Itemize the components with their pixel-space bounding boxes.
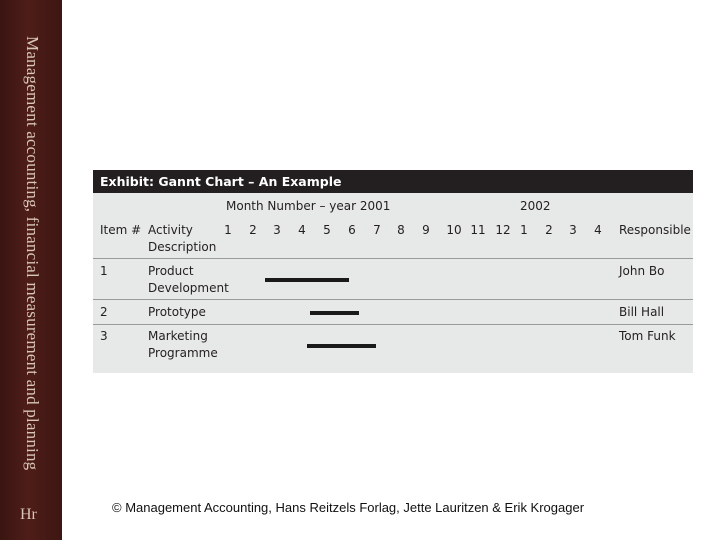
month-label: 6 <box>348 223 356 237</box>
row-activity: Product <box>148 264 194 278</box>
column-activity-header-line2: Description <box>148 240 217 254</box>
year-2002-label: 2002 <box>520 199 551 213</box>
month-label: 11 <box>470 223 486 237</box>
month-header: Month Number – year 2001 <box>226 199 391 213</box>
row-item-number: 2 <box>100 305 108 319</box>
month-label: 10 <box>446 223 462 237</box>
month-label: 4 <box>298 223 306 237</box>
column-activity-header: Activity <box>148 223 193 237</box>
row-activity: Marketing <box>148 329 208 343</box>
row-activity-line2: Development <box>148 281 229 295</box>
gantt-bar <box>307 344 376 348</box>
month-label: 5 <box>323 223 331 237</box>
gantt-bar <box>310 311 359 315</box>
row-item-number: 1 <box>100 264 108 278</box>
row-separator <box>93 258 693 259</box>
row-separator <box>93 324 693 325</box>
month-label: 4 <box>594 223 602 237</box>
row-item-number: 3 <box>100 329 108 343</box>
copyright-footer: © Management Accounting, Hans Reitzels Forlag, Jette Lauritzen & Erik Krogager <box>112 500 585 515</box>
month-label: 3 <box>273 223 281 237</box>
month-label: 2 <box>249 223 257 237</box>
row-activity: Prototype <box>148 305 206 319</box>
month-label: 9 <box>422 223 430 237</box>
sidebar-title: Management accounting, financial measurement and planning <box>23 36 42 471</box>
gantt-exhibit <box>93 170 693 373</box>
month-label: 1 <box>224 223 232 237</box>
column-item-header: Item # <box>100 223 142 237</box>
row-responsible: Bill Hall <box>619 305 665 319</box>
row-responsible: Tom Funk <box>619 329 676 343</box>
row-activity-line2: Programme <box>148 346 218 360</box>
publisher-logo: Hr <box>20 506 37 523</box>
gantt-bar <box>265 278 349 282</box>
month-label: 8 <box>397 223 405 237</box>
month-label: 12 <box>495 223 511 237</box>
month-label: 3 <box>569 223 577 237</box>
exhibit-title: Exhibit: Gannt Chart – An Example <box>93 170 693 193</box>
month-label: 7 <box>373 223 381 237</box>
row-separator <box>93 299 693 300</box>
sidebar <box>0 0 62 540</box>
month-label: 1 <box>520 223 528 237</box>
row-responsible: John Bo <box>619 264 665 278</box>
month-label: 2 <box>545 223 553 237</box>
column-responsible-header: Responsible <box>619 223 691 237</box>
